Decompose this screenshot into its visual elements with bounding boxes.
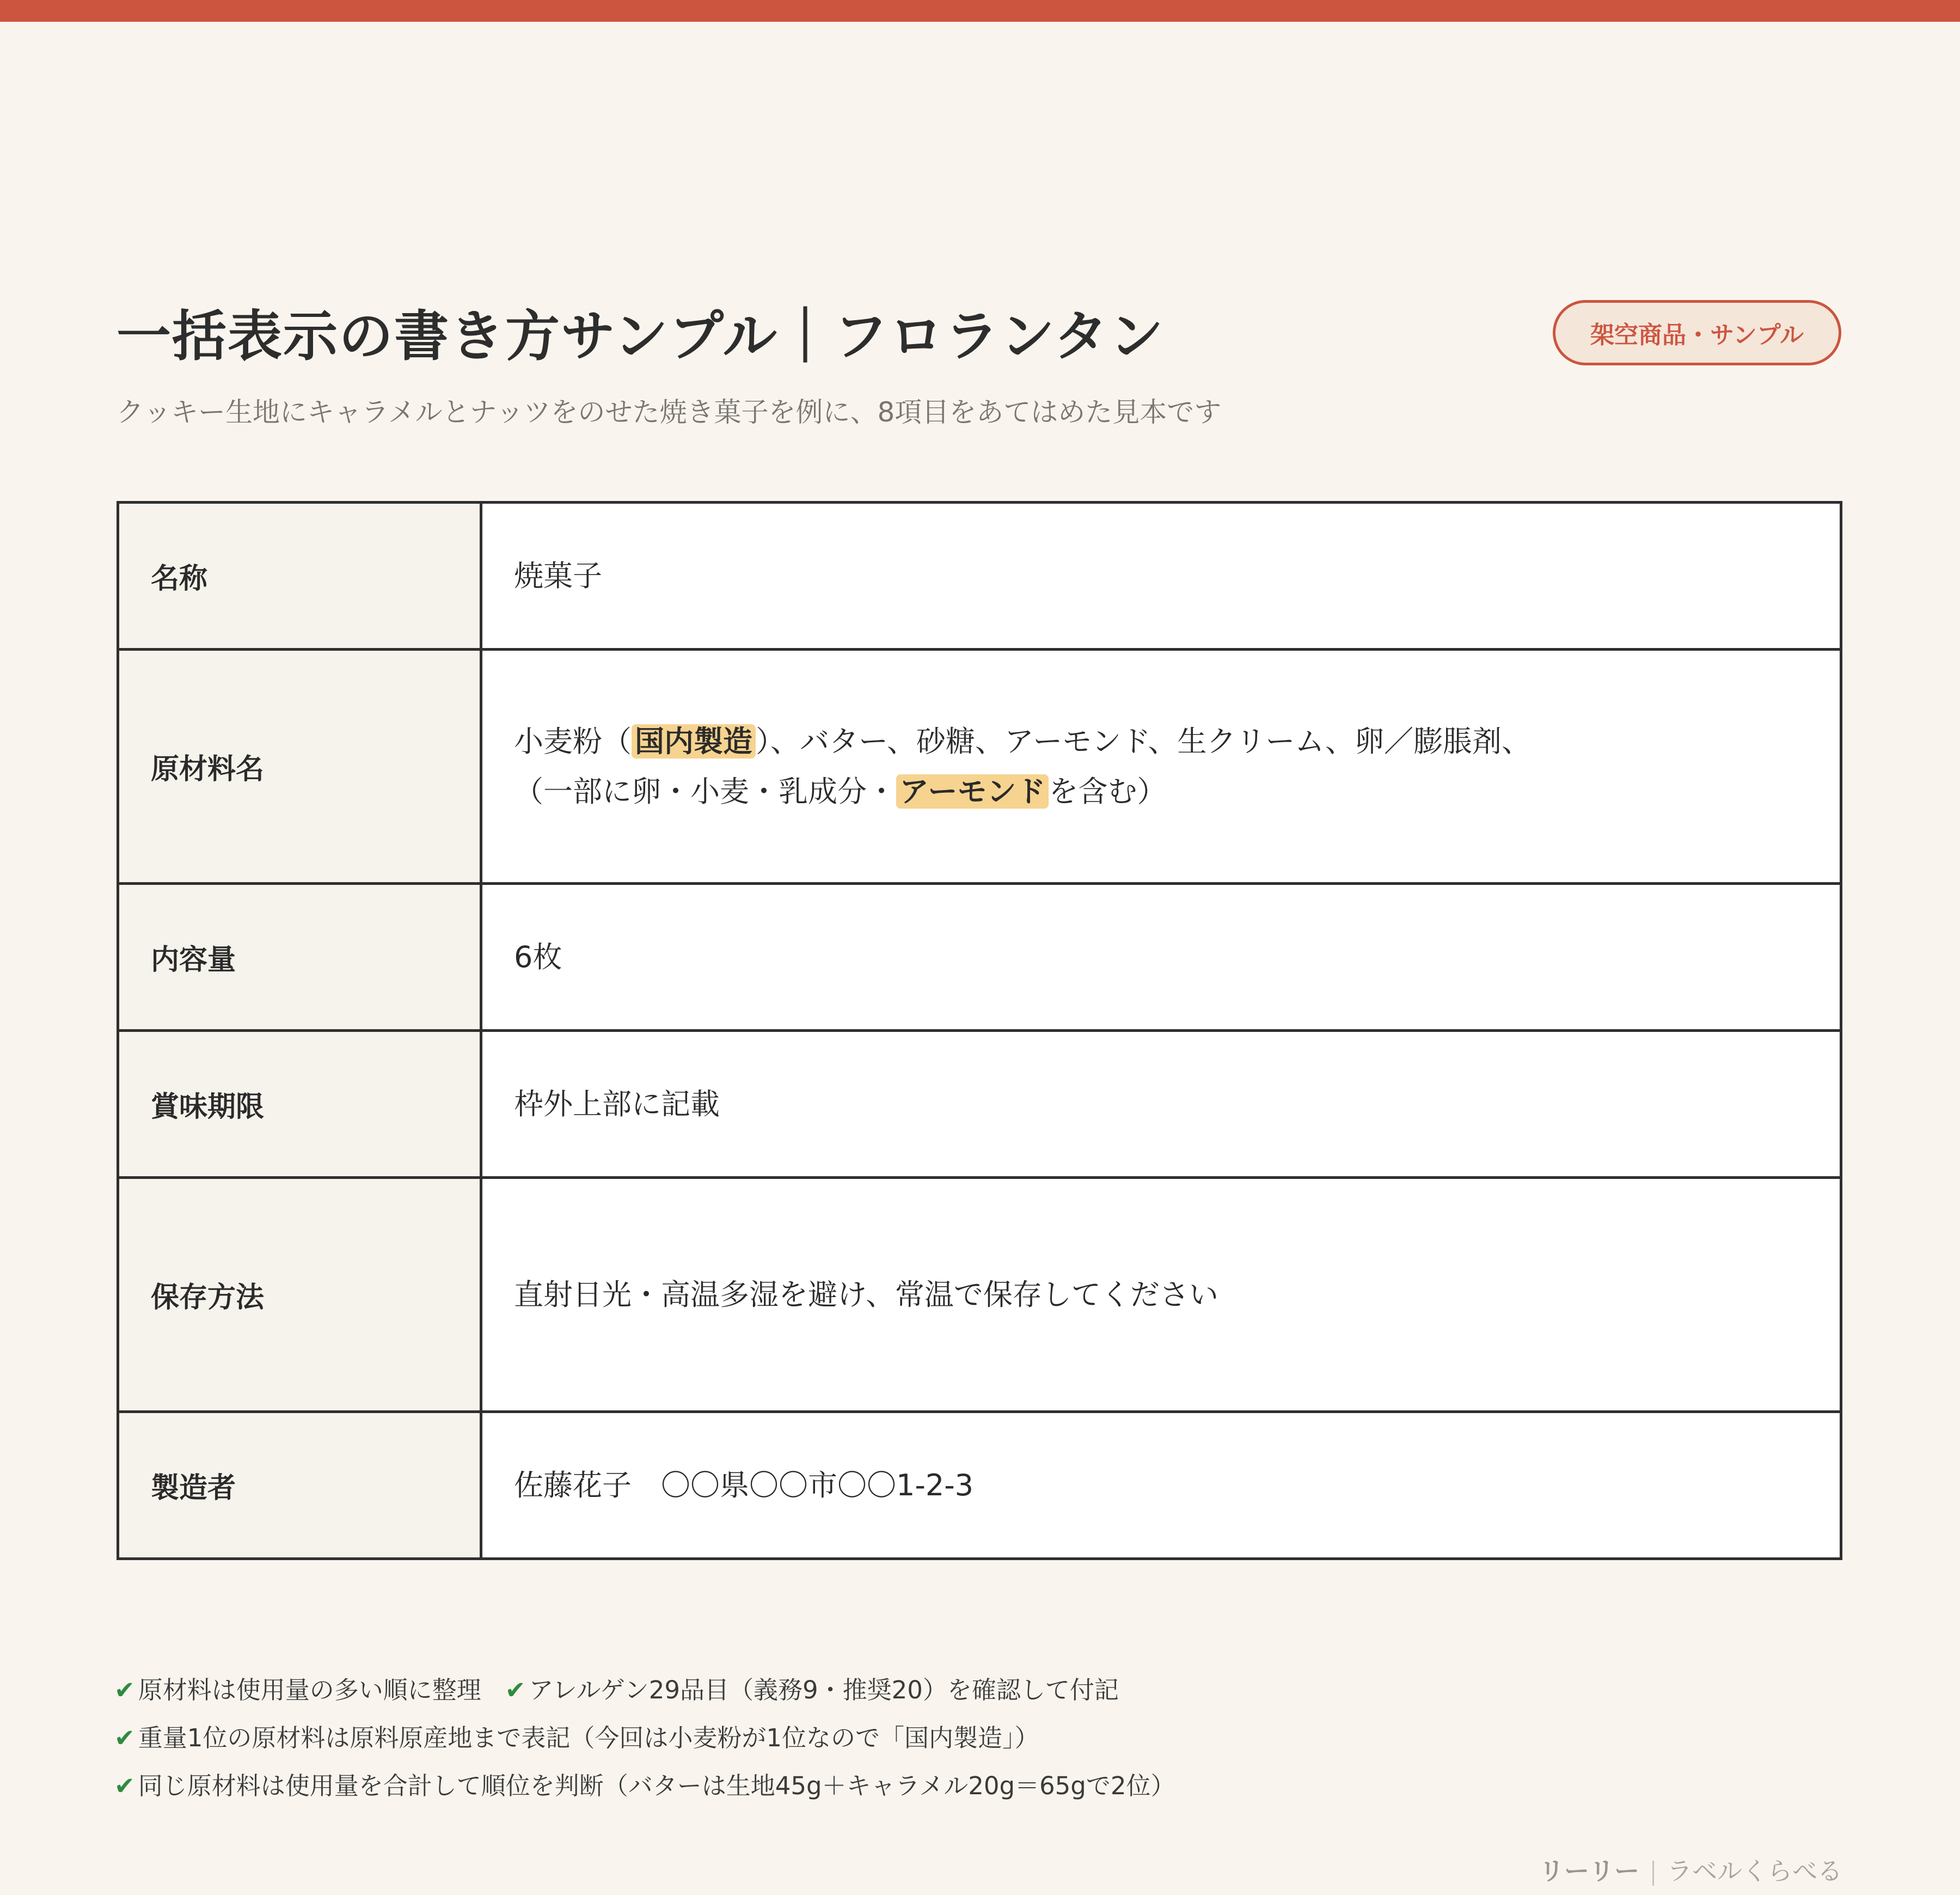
- check-icon: ✔: [114, 1771, 135, 1800]
- page-subtitle: クッキー生地にキャラメルとナッツをのせた焼き菓子を例に、8項目をあてはめた見本です: [117, 396, 1222, 428]
- top-accent-bar: [0, 0, 1960, 22]
- row-value-maker: 佐藤花子 〇〇県〇〇市〇〇1-2-3: [481, 1412, 1841, 1559]
- ingredients-text-2: ）、バター、砂糖、アーモンド、生クリーム、卵／膨脹剤、: [756, 724, 1531, 759]
- row-value-bestbefore: 枠外上部に記載: [481, 1031, 1841, 1178]
- row-value-storage: 直射日光・高温多湿を避け、常温で保存してください: [481, 1178, 1841, 1412]
- check-icon: ✔: [114, 1723, 135, 1752]
- note-line-1: [114, 1666, 1175, 1714]
- table-row-content: [118, 884, 1841, 1031]
- footer-brand: リーリー: [1539, 1856, 1639, 1886]
- note-item: 同じ原材料は使用量を合計して順位を判断（バターは生地45g＋キャラメル20g＝65gで2位）: [138, 1771, 1175, 1800]
- footer-divider: [1652, 1861, 1654, 1886]
- ingredients-text-1: 小麦粉（: [514, 724, 632, 759]
- row-label-storage: 保存方法: [118, 1178, 481, 1412]
- table-row-maker: [118, 1412, 1841, 1559]
- allergen-text-1: （一部に卵・小麦・乳成分・: [514, 774, 896, 809]
- row-value-name: 焼菓子: [481, 503, 1841, 650]
- row-value-ingredients: [481, 650, 1841, 884]
- origin-highlight: 国内製造: [632, 724, 756, 759]
- table-row-storage: [118, 1178, 1841, 1412]
- footer: [1539, 1854, 1842, 1888]
- sample-badge: 架空商品・サンプル: [1553, 300, 1841, 365]
- table-row-name: [118, 503, 1841, 650]
- row-label-maker: 製造者: [118, 1412, 481, 1559]
- row-label-name: 名称: [118, 503, 481, 650]
- allergen-text-2: を含む）: [1049, 774, 1167, 809]
- note-line-3: [114, 1762, 1175, 1810]
- row-label-bestbefore: 賞味期限: [118, 1031, 481, 1178]
- page-title: 一括表示の書き方サンプル｜フロランタン: [117, 304, 1165, 368]
- footer-site-name: ラベルくらべる: [1667, 1856, 1842, 1886]
- table-row-bestbefore: [118, 1031, 1841, 1178]
- note-item: 原材料は使用量の多い順に整理: [138, 1676, 481, 1704]
- row-label-content: 内容量: [118, 884, 481, 1031]
- row-label-ingredients: 原材料名: [118, 650, 481, 884]
- note-item: 重量1位の原材料は原料原産地まで表記（今回は小麦粉が1位なので「国内製造」）: [138, 1723, 1039, 1752]
- checklist-notes: [114, 1666, 1175, 1810]
- check-icon: ✔: [505, 1676, 526, 1704]
- row-value-content: 6枚: [481, 884, 1841, 1031]
- note-item: アレルゲン29品目（義務9・推奨20）を確認して付記: [529, 1676, 1119, 1704]
- note-line-2: [114, 1714, 1175, 1762]
- table-row-ingredients: [118, 650, 1841, 884]
- check-icon: ✔: [114, 1676, 135, 1704]
- allergen-highlight: アーモンド: [896, 774, 1049, 809]
- bulk-label-table: [117, 501, 1842, 1560]
